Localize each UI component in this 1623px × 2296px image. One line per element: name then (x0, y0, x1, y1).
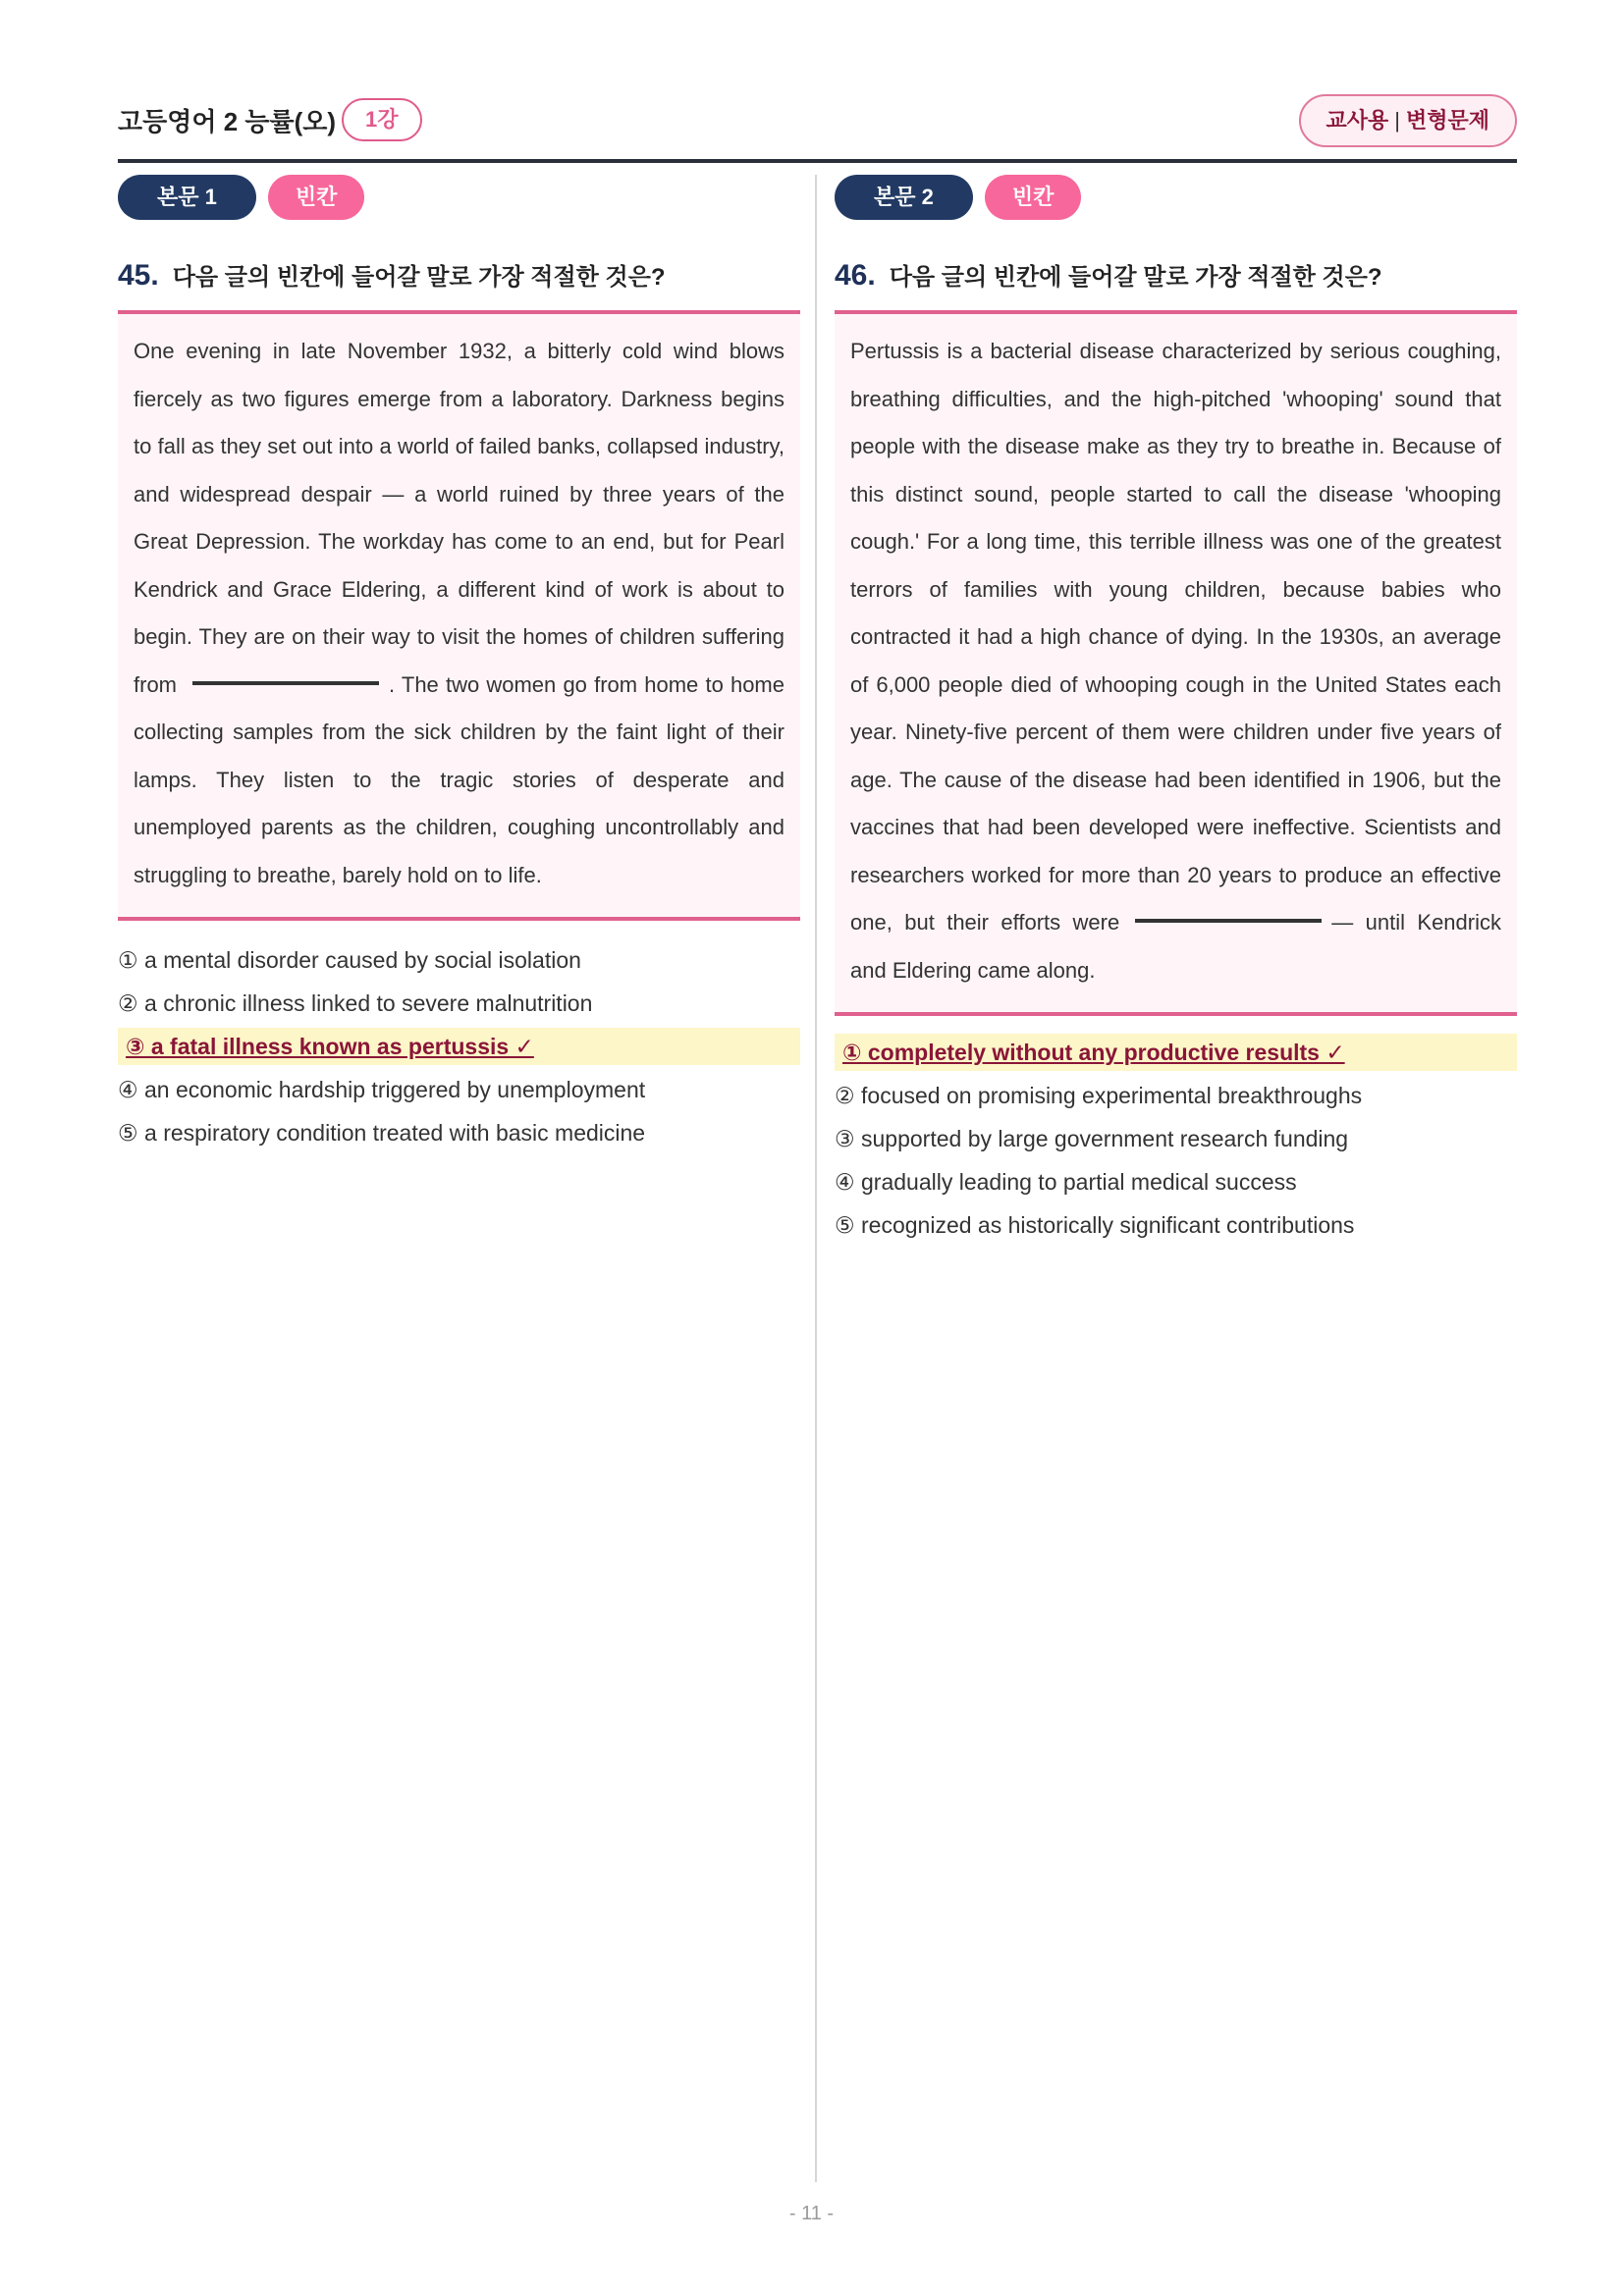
question-heading (835, 257, 1517, 314)
teacher-edition-badge (1299, 94, 1518, 147)
option-3-correct: ③ a fatal illness known as pertussis ✓ (118, 1028, 800, 1065)
option-4: ④ an economic hardship triggered by unemployment (118, 1077, 646, 1102)
type-tag: 빈칸 (268, 175, 365, 220)
option-4: ④ gradually leading to partial medical success (835, 1169, 1297, 1195)
question-tags (835, 175, 1517, 222)
passage-after-blank: . The two women go from home to home collecting samples from the sick children by the faint light of their lamps. They listen to the tragic stories of desperate and unemployed parents as the children, coughing uncontrollably and struggling to breathe, barely hold on to life. (134, 671, 784, 887)
answer-options (118, 938, 800, 1154)
option-3: ③ supported by large government research funding (835, 1126, 1349, 1151)
teacher-separator: | (1394, 108, 1400, 133)
lesson-badge: 1강 (342, 98, 422, 141)
question-prompt: 다음 글의 빈칸에 들어갈 말로 가장 적절한 것은? (172, 264, 666, 291)
question-tags (118, 175, 800, 222)
question-number: 46. (835, 259, 876, 292)
option-1: ① a mental disorder caused by social isolation (118, 947, 581, 973)
option-5: ⑤ recognized as historically significant contributions (835, 1212, 1355, 1238)
teacher-label: 교사용 (1325, 108, 1389, 133)
type-tag: 빈칸 (985, 175, 1082, 220)
option-1-correct: ① completely without any productive results ✓ (835, 1034, 1517, 1071)
passage-text (850, 328, 1501, 994)
option-5: ⑤ a respiratory condition treated with basic medicine (118, 1120, 646, 1146)
question-heading (118, 257, 800, 314)
option-2: ② focused on promising experimental breakthroughs (835, 1083, 1363, 1108)
passage-tag: 본문 1 (118, 175, 256, 220)
passage-text (134, 328, 784, 899)
answer-options (835, 1034, 1517, 1247)
page-header (118, 94, 1517, 163)
passage-after-blank: — until Kendrick and Eldering came along. (850, 910, 1501, 983)
passage-box (835, 314, 1517, 1016)
question-46-column (835, 175, 1517, 1247)
blank-line (1135, 919, 1322, 923)
question-number: 45. (118, 259, 159, 292)
passage-tag: 본문 2 (835, 175, 973, 220)
passage-before-blank: Pertussis is a bacterial disease characterized by serious coughing, breathing difficulties, and the high-pitched 'whooping' sound that people with the disease make as they try to breathe in. Because of this distinct sound, people started to call the disease 'whooping cough.' For a long time, this terrible illness was one of the greatest terrors of families with young children, because babies who contracted it had a high chance of dying. In the 1930s, an average of 6,000 people died of whooping cough in the United States each year. Ninety-five percent of them were children under five years of age. The cause of the disease had been identified in 1906, but the vaccines that had been developed were ineffective. Scientists and researchers worked for more than 20 years to produce an effective one, but their efforts were (850, 339, 1501, 934)
question-45-column (118, 175, 800, 1154)
teacher-type: 변형문제 (1405, 108, 1489, 133)
blank-line (192, 681, 379, 685)
question-prompt: 다음 글의 빈칸에 들어갈 말로 가장 적절한 것은? (889, 264, 1382, 291)
option-2: ② a chronic illness linked to severe malnutrition (118, 990, 593, 1016)
passage-before-blank: One evening in late November 1932, a bitterly cold wind blows fiercely as two figures emerge from a laboratory. Darkness begins to fall as they set out into a world of failed banks, collapsed industry, and widespread despair — a world ruined by three years of the Great Depression. The workday has come to an end, but for Pearl Kendrick and Grace Eldering, a different kind of work is about to begin. They are on their way to visit the homes of children suffering from (134, 339, 784, 697)
page-number: - 11 - (788, 2203, 835, 2224)
book-title: 고등영어 2 능률(오) (118, 107, 337, 136)
passage-box (118, 314, 800, 921)
column-divider (815, 175, 817, 2182)
